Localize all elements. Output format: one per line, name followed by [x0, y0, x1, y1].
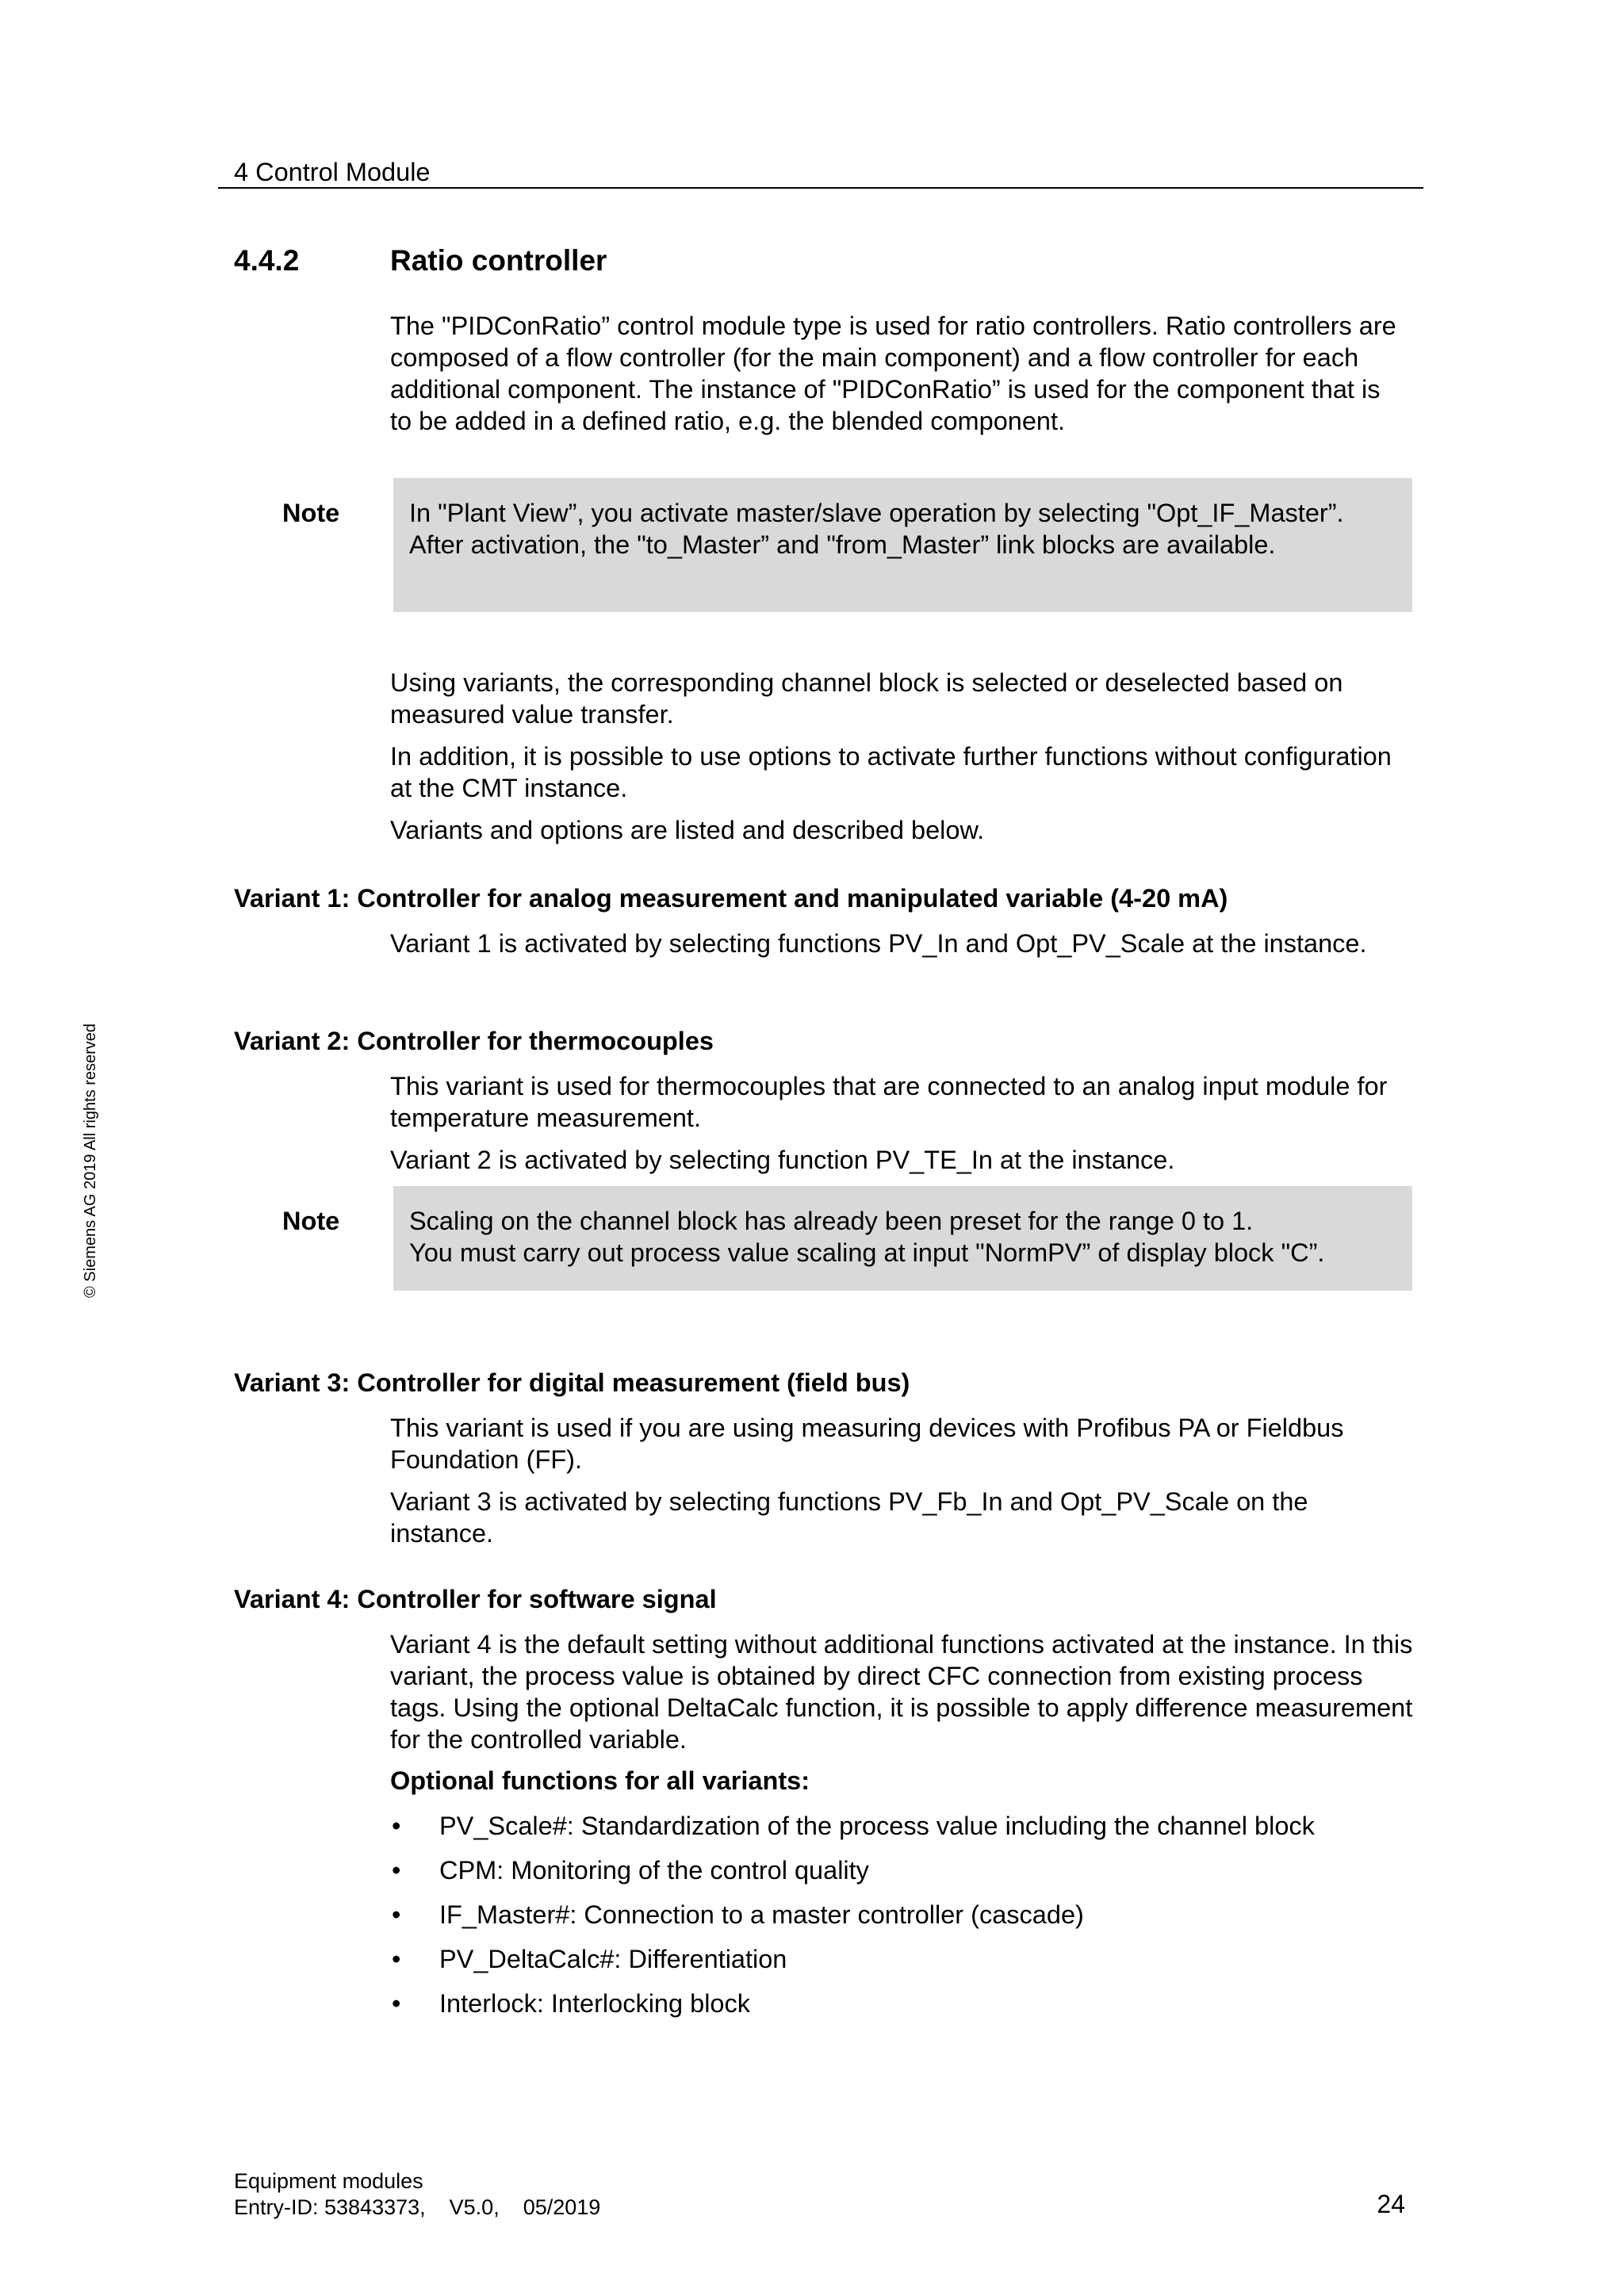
bullet-icon: • — [392, 1945, 401, 1973]
variant1-heading: Variant 1: Controller for analog measurement and manipulated variable (4-20 mA) — [234, 884, 1228, 913]
variants-intro-p1: Using variants, the corresponding channel block is selected or deselected based on measured value transfer. — [390, 668, 1343, 729]
variant4-body — [390, 1628, 1421, 1755]
page-number: 24 — [1377, 2190, 1405, 2218]
bullet-icon: • — [392, 1812, 401, 1840]
variants-intro — [390, 667, 1405, 846]
variant1-text: Variant 1 is activated by selecting functions PV_In and Opt_PV_Scale at the instance. — [390, 929, 1367, 958]
optional-functions-list — [390, 1810, 1315, 2032]
section-title: Ratio controller — [390, 244, 607, 277]
variant2-text-1: This variant is used for thermocouples that are connected to an analog input module for temperature measurement. — [390, 1072, 1388, 1132]
copyright-notice: © Siemens AG 2019 All rights reserved — [82, 1023, 99, 1299]
variants-intro-p2: In addition, it is possible to use options to activate further functions without configuration at the CMT instance. — [390, 742, 1392, 802]
variant3-text-2: Variant 3 is activated by selecting functions PV_Fb_In and Opt_PV_Scale on the instance. — [390, 1487, 1308, 1548]
note-text-line2: You must carry out process value scaling at input "NormPV” of display block "C”. — [409, 1238, 1325, 1267]
variant3-text-1: This variant is used if you are using measuring devices with Profibus PA or Fieldbus Foundation (FF). — [390, 1414, 1344, 1474]
note-box — [393, 1186, 1412, 1291]
note-box — [393, 478, 1412, 612]
variant1-body — [390, 928, 1405, 959]
bullet-icon: • — [392, 1900, 401, 1929]
list-item: • Interlock: Interlocking block — [392, 1989, 750, 2018]
note-text-line1: Scaling on the channel block has already been preset for the range 0 to 1. — [409, 1207, 1254, 1235]
footer-document-title: Equipment modules — [234, 2169, 423, 2193]
variant2-heading: Variant 2: Controller for thermocouples — [234, 1027, 714, 1055]
intro-paragraph — [390, 310, 1397, 437]
intro-text: The "PIDConRatio” control module type is used for ratio controllers. Ratio controllers are composed of a flow controller (for the main component) and a flow controller for each additional component. The instance of "PIDConRatio” is used for the component that is to be added in a defined ratio, e.g. the blended component. — [390, 312, 1396, 435]
note-label: Note — [282, 1207, 340, 1235]
variant4-heading: Variant 4: Controller for software signal — [234, 1585, 717, 1613]
variant3-body — [390, 1412, 1405, 1549]
section-number: 4.4.2 — [234, 244, 300, 277]
list-item: • PV_Scale#: Standardization of the process value including the channel block — [392, 1812, 1315, 1840]
variant2-text-2: Variant 2 is activated by selecting function PV_TE_In at the instance. — [390, 1146, 1175, 1174]
footer-date: 05/2019 — [523, 2195, 601, 2219]
list-item: • IF_Master#: Connection to a master controller (cascade) — [392, 1900, 1084, 1929]
variant3-heading: Variant 3: Controller for digital measurement (field bus) — [234, 1368, 910, 1397]
optional-functions-heading: Optional functions for all variants: — [390, 1766, 810, 1795]
footer-entry-line — [234, 2195, 600, 2220]
note-text: In "Plant View”, you activate master/slave operation by selecting "Opt_IF_Master”. After activation, the "to_Master” and "from_Master” link blocks are available. — [409, 499, 1344, 559]
list-item: • CPM: Monitoring of the control quality — [392, 1856, 869, 1885]
note-label: Note — [282, 499, 340, 527]
variants-intro-p3: Variants and options are listed and described below. — [390, 816, 985, 844]
variant4-text: Variant 4 is the default setting without additional functions activated at the instance. In this variant, the process value is obtained by direct CFC connection from existing process tags. Using the optional DeltaCalc function, it is possible to apply difference measurement for the controlled variable. — [390, 1630, 1413, 1754]
bullet-icon: • — [392, 1856, 401, 1885]
chapter-header: 4 Control Module — [234, 158, 431, 186]
header-rule — [218, 187, 1423, 189]
footer-entry-id: Entry-ID: 53843373, — [234, 2195, 426, 2219]
footer-version: V5.0, — [449, 2195, 500, 2219]
bullet-icon: • — [392, 1989, 401, 2018]
variant2-body — [390, 1070, 1405, 1176]
list-item: • PV_DeltaCalc#: Differentiation — [392, 1945, 787, 1973]
